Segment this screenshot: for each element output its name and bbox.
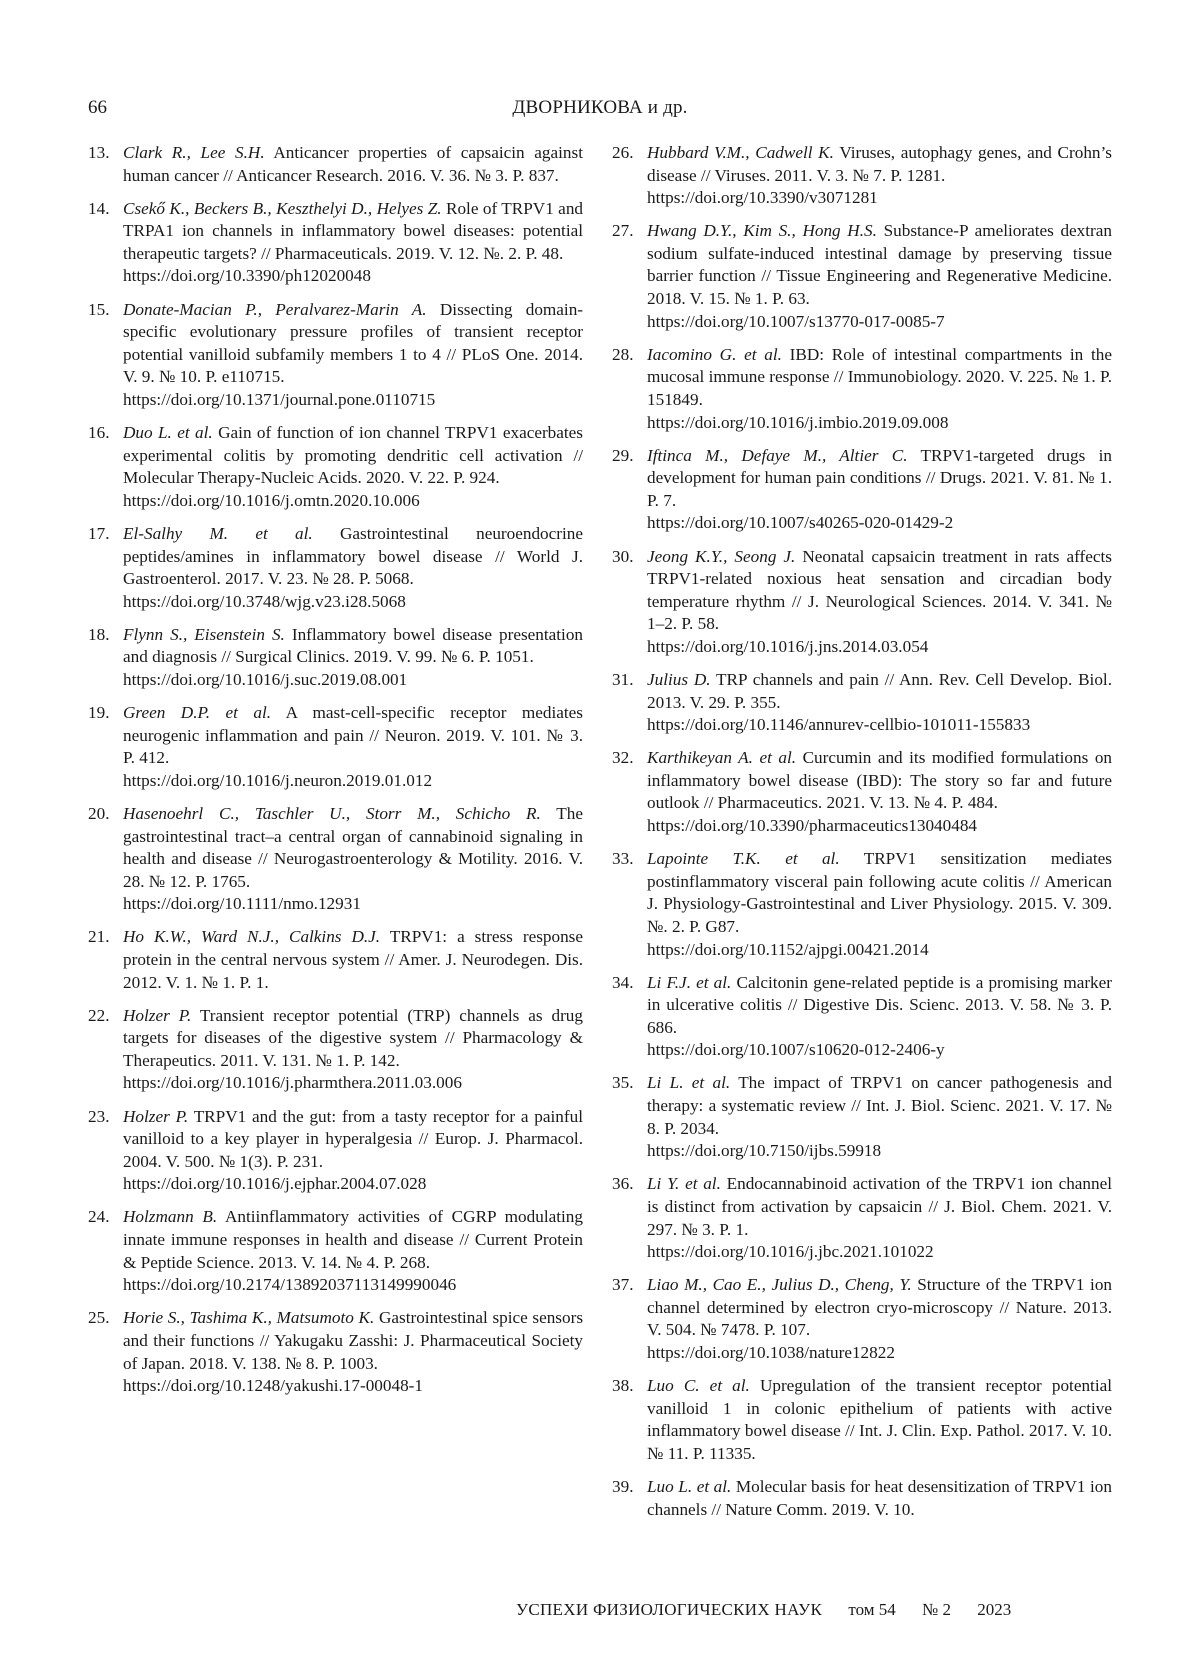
reference-doi-link[interactable]: https://doi.org/10.1016/j.imbio.2019.09.008 xyxy=(647,412,1112,435)
reference-authors: Luo C. et al. xyxy=(647,1376,750,1395)
reference-authors: Green D.P. et al. xyxy=(123,703,271,722)
journal-footer xyxy=(516,1600,1033,1620)
reference-authors: Li Y. et al. xyxy=(647,1174,721,1193)
reference-item xyxy=(88,803,583,916)
reference-item xyxy=(88,1005,583,1095)
reference-text: Dissecting domain-specific evolutionary pressure profiles of transient receptor potential vanilloid subfamily members 1 to 4 // PLoS One. 2014. V. 9. № 10. P. e110715. xyxy=(123,300,583,387)
reference-item xyxy=(612,1476,1112,1521)
reference-text: Endocannabinoid activation of the TRPV1 ion channel is distinct from activation by capsaicin // J. Biol. Chem. 2021. V. 297. № 3. P. 1. xyxy=(647,1174,1112,1238)
reference-authors: Hubbard V.M., Cadwell K. xyxy=(647,143,834,162)
reference-number: 30. xyxy=(612,546,633,569)
reference-item xyxy=(88,523,583,613)
reference-doi-link[interactable]: https://doi.org/10.1016/j.omtn.2020.10.006 xyxy=(123,490,583,513)
reference-item xyxy=(612,848,1112,961)
reference-item xyxy=(612,344,1112,434)
reference-text: TRP channels and pain // Ann. Rev. Cell Develop. Biol. 2013. V. 29. P. 355. xyxy=(647,670,1112,712)
reference-item xyxy=(612,1173,1112,1263)
reference-number: 33. xyxy=(612,848,633,871)
reference-doi-link[interactable]: https://doi.org/10.3748/wjg.v23.i28.5068 xyxy=(123,591,583,614)
reference-item xyxy=(88,624,583,692)
page-number: 66 xyxy=(88,97,107,119)
reference-authors: Holzer P. xyxy=(123,1006,191,1025)
reference-authors: Li L. et al. xyxy=(647,1073,730,1092)
reference-authors: Clark R., Lee S.H. xyxy=(123,143,265,162)
reference-authors: Iacomino G. et al. xyxy=(647,345,782,364)
footer-year: 2023 xyxy=(977,1600,1011,1619)
reference-authors: Li F.J. et al. xyxy=(647,973,731,992)
reference-text: A mast-cell-specific receptor mediates neurogenic inflammation and pain // Neuron. 2019. V. 101. № 3. P. 412. xyxy=(123,703,583,767)
reference-doi-link[interactable]: https://doi.org/10.1146/annurev-cellbio-101011-155833 xyxy=(647,714,1112,737)
reference-doi-link[interactable]: https://doi.org/10.1007/s10620-012-2406-y xyxy=(647,1039,1112,1062)
reference-doi-link[interactable]: https://doi.org/10.1016/j.jbc.2021.101022 xyxy=(647,1241,1112,1264)
reference-text: Anticancer properties of capsaicin against human cancer // Anticancer Research. 2016. V. 36. № 3. P. 837. xyxy=(123,143,583,185)
reference-doi-link[interactable]: https://doi.org/10.1371/journal.pone.0110715 xyxy=(123,389,583,412)
reference-doi-link[interactable]: https://doi.org/10.1007/s40265-020-01429-2 xyxy=(647,512,1112,535)
reference-item xyxy=(612,220,1112,333)
reference-item xyxy=(88,198,583,288)
reference-number: 18. xyxy=(88,624,109,647)
reference-number: 15. xyxy=(88,299,109,322)
reference-number: 31. xyxy=(612,669,633,692)
reference-item xyxy=(88,1307,583,1397)
reference-item xyxy=(88,926,583,994)
reference-item xyxy=(612,669,1112,737)
reference-doi-link[interactable]: https://doi.org/10.1016/j.neuron.2019.01.012 xyxy=(123,770,583,793)
reference-authors: Karthikeyan A. et al. xyxy=(647,748,796,767)
reference-text: Inflammatory bowel disease presentation and diagnosis // Surgical Clinics. 2019. V. 99. № 6. P. 1051. xyxy=(123,625,583,667)
reference-text: Gain of function of ion channel TRPV1 exacerbates experimental colitis by promoting dendritic cell activation // Molecular Therapy-Nucleic Acids. 2020. V. 22. P. 924. xyxy=(123,423,583,487)
reference-number: 25. xyxy=(88,1307,109,1330)
reference-item xyxy=(88,299,583,412)
reference-number: 21. xyxy=(88,926,109,949)
reference-authors: Holzmann B. xyxy=(123,1207,217,1226)
reference-doi-link[interactable]: https://doi.org/10.1038/nature12822 xyxy=(647,1342,1112,1365)
reference-text: IBD: Role of intestinal compartments in the mucosal immune response // Immunobiology. 2020. V. 225. № 1. P. 151849. xyxy=(647,345,1112,409)
references-left-column xyxy=(88,142,583,1408)
reference-number: 22. xyxy=(88,1005,109,1028)
reference-text: Curcumin and its modified formulations on inflammatory bowel disease (IBD): The story so far and future outlook // Pharmaceutics. 2021. V. 13. № 4. P. 484. xyxy=(647,748,1112,812)
reference-doi-link[interactable]: https://doi.org/10.1007/s13770-017-0085-7 xyxy=(647,311,1112,334)
reference-doi-link[interactable]: https://doi.org/10.3390/pharmaceutics13040484 xyxy=(647,815,1112,838)
reference-item xyxy=(612,445,1112,535)
reference-text: Gastrointestinal neuroendocrine peptides/amines in inflammatory bowel disease // World J. Gastroenterol. 2017. V. 23. № 28. P. 5068. xyxy=(123,524,583,588)
references-right-column xyxy=(612,142,1112,1532)
reference-number: 34. xyxy=(612,972,633,995)
reference-text: Viruses, autophagy genes, and Crohn’s disease // Viruses. 2011. V. 3. № 7. P. 1281. xyxy=(647,143,1112,185)
reference-text: Antiinflammatory activities of CGRP modulating innate immune responses in health and disease // Current Protein & Peptide Science. 2013. V. 14. № 4. P. 268. xyxy=(123,1207,583,1271)
reference-text: Substance-P ameliorates dextran sodium sulfate-induced intestinal damage by preserving tissue barrier function // Tissue Engineering and Regenerative Medicine. 2018. V. 15. № 1. P. 63. xyxy=(647,221,1112,308)
reference-text: TRPV1-targeted drugs in development for human pain conditions // Drugs. 2021. V. 81. № 1. P. 7. xyxy=(647,446,1112,510)
reference-authors: Hasenoehrl C., Taschler U., Storr M., Schicho R. xyxy=(123,804,541,823)
reference-text: The impact of TRPV1 on cancer pathogenesis and therapy: a systematic review // Int. J. Biol. Scienc. 2021. V. 17. № 8. P. 2034. xyxy=(647,1073,1112,1137)
reference-number: 32. xyxy=(612,747,633,770)
reference-number: 35. xyxy=(612,1072,633,1095)
reference-number: 37. xyxy=(612,1274,633,1297)
reference-doi-link[interactable]: https://doi.org/10.1152/ajpgi.00421.2014 xyxy=(647,939,1112,962)
reference-text: Gastrointestinal spice sensors and their functions // Yakugaku Zasshi: J. Pharmaceutical Society of Japan. 2018. V. 138. № 8. P. 1003. xyxy=(123,1308,583,1372)
reference-doi-link[interactable]: https://doi.org/10.1016/j.suc.2019.08.001 xyxy=(123,669,583,692)
reference-number: 14. xyxy=(88,198,109,221)
reference-doi-link[interactable]: https://doi.org/10.1016/j.pharmthera.2011.03.006 xyxy=(123,1072,583,1095)
reference-number: 19. xyxy=(88,702,109,725)
reference-doi-link[interactable]: https://doi.org/10.1016/j.jns.2014.03.054 xyxy=(647,636,1112,659)
reference-text: Structure of the TRPV1 ion channel determined by electron cryo-microscopy // Nature. 2013. V. 504. № 7478. P. 107. xyxy=(647,1275,1112,1339)
reference-number: 38. xyxy=(612,1375,633,1398)
reference-number: 27. xyxy=(612,220,633,243)
footer-issue: № 2 xyxy=(922,1600,951,1619)
reference-number: 23. xyxy=(88,1106,109,1129)
running-head: ДВОРНИКОВА и др. xyxy=(0,97,1200,119)
reference-item xyxy=(612,142,1112,210)
reference-doi-link[interactable]: https://doi.org/10.1016/j.ejphar.2004.07.028 xyxy=(123,1173,583,1196)
reference-authors: Luo L. et al. xyxy=(647,1477,731,1496)
footer-volume: том 54 xyxy=(848,1600,895,1619)
reference-item xyxy=(612,546,1112,659)
reference-number: 26. xyxy=(612,142,633,165)
reference-authors: Donate-Macian P., Peralvarez-Marin A. xyxy=(123,300,427,319)
reference-number: 39. xyxy=(612,1476,633,1499)
reference-authors: Flynn S., Eisenstein S. xyxy=(123,625,285,644)
reference-number: 36. xyxy=(612,1173,633,1196)
reference-item xyxy=(612,1375,1112,1465)
footer-journal-title: УСПЕХИ ФИЗИОЛОГИЧЕСКИХ НАУК xyxy=(516,1600,822,1619)
reference-item xyxy=(88,422,583,512)
reference-number: 28. xyxy=(612,344,633,367)
reference-item xyxy=(88,1106,583,1196)
reference-number: 20. xyxy=(88,803,109,826)
reference-text: Transient receptor potential (TRP) channels as drug targets for diseases of the digestive system // Pharmacology & Therapeutics. 2011. V. 131. № 1. P. 142. xyxy=(123,1006,583,1070)
reference-text: Molecular basis for heat desensitization of TRPV1 ion channels // Nature Comm. 2019. V. 10. xyxy=(647,1477,1112,1519)
reference-text: Upregulation of the transient receptor potential vanilloid 1 in colonic epithelium of patients with active inflammatory bowel disease // Int. J. Clin. Exp. Pathol. 2017. V. 10. № 11. P. 11335. xyxy=(647,1376,1112,1463)
reference-item xyxy=(88,702,583,792)
reference-text: TRPV1: a stress response protein in the central nervous system // Amer. J. Neurodegen. Dis. 2012. V. 1. № 1. P. 1. xyxy=(123,927,583,991)
reference-authors: Julius D. xyxy=(647,670,711,689)
reference-authors: Ho K.W., Ward N.J., Calkins D.J. xyxy=(123,927,380,946)
reference-doi-link[interactable]: https://doi.org/10.3390/ph12020048 xyxy=(123,265,583,288)
reference-text: Role of TRPV1 and TRPA1 ion channels in inflammatory bowel diseases: potential therapeutic targets? // Pharmaceuticals. 2019. V. 12. №. 2. P. 48. xyxy=(123,199,583,263)
reference-doi-link[interactable]: https://doi.org/10.3390/v3071281 xyxy=(647,187,1112,210)
reference-authors: El-Salhy M. et al. xyxy=(123,524,313,543)
reference-item xyxy=(612,1072,1112,1162)
reference-number: 29. xyxy=(612,445,633,468)
reference-authors: Iftinca M., Defaye M., Altier C. xyxy=(647,446,908,465)
reference-text: TRPV1 sensitization mediates postinflammatory visceral pain following acute colitis // American J. Physiology-Gastrointestinal and Liver Physiology. 2015. V. 309. №. 2. P. G87. xyxy=(647,849,1112,936)
reference-number: 24. xyxy=(88,1206,109,1229)
reference-number: 17. xyxy=(88,523,109,546)
reference-text: TRPV1 and the gut: from a tasty receptor for a painful vanilloid to a key player in hyperalgesia // Europ. J. Pharmacol. 2004. V. 500. № 1(3). P. 231. xyxy=(123,1107,583,1171)
reference-authors: Jeong K.Y., Seong J. xyxy=(647,547,795,566)
reference-text: The gastrointestinal tract–a central organ of cannabinoid signaling in health and disease // Neurogastroenterology & Motility. 2016. V. 28. № 12. P. 1765. xyxy=(123,804,583,891)
reference-authors: Lapointe T.K. et al. xyxy=(647,849,840,868)
reference-doi-link[interactable]: https://doi.org/10.7150/ijbs.59918 xyxy=(647,1140,1112,1163)
reference-item xyxy=(612,747,1112,837)
reference-text: Calcitonin gene-related peptide is a promising marker in ulcerative colitis // Digestive Dis. Scienc. 2013. V. 58. № 3. P. 686. xyxy=(647,973,1112,1037)
reference-authors: Holzer P. xyxy=(123,1107,188,1126)
reference-doi-link[interactable]: https://doi.org/10.1111/nmo.12931 xyxy=(123,893,583,916)
reference-item xyxy=(612,1274,1112,1364)
reference-item xyxy=(88,1206,583,1296)
reference-number: 13. xyxy=(88,142,109,165)
reference-authors: Csekő K., Beckers B., Keszthelyi D., Helyes Z. xyxy=(123,199,442,218)
reference-authors: Duo L. et al. xyxy=(123,423,213,442)
reference-authors: Horie S., Tashima K., Matsumoto K. xyxy=(123,1308,374,1327)
reference-number: 16. xyxy=(88,422,109,445)
reference-doi-link[interactable]: https://doi.org/10.1248/yakushi.17-00048-1 xyxy=(123,1375,583,1398)
reference-text: Neonatal capsaicin treatment in rats affects TRPV1-related noxious heat sensation and circadian body temperature rhythm // J. Neurological Sciences. 2014. V. 341. № 1–2. P. 58. xyxy=(647,547,1112,634)
reference-authors: Hwang D.Y., Kim S., Hong H.S. xyxy=(647,221,877,240)
reference-authors: Liao M., Cao E., Julius D., Cheng, Y. xyxy=(647,1275,912,1294)
reference-item xyxy=(88,142,583,187)
reference-item xyxy=(612,972,1112,1062)
reference-doi-link[interactable]: https://doi.org/10.2174/13892037113149990046 xyxy=(123,1274,583,1297)
